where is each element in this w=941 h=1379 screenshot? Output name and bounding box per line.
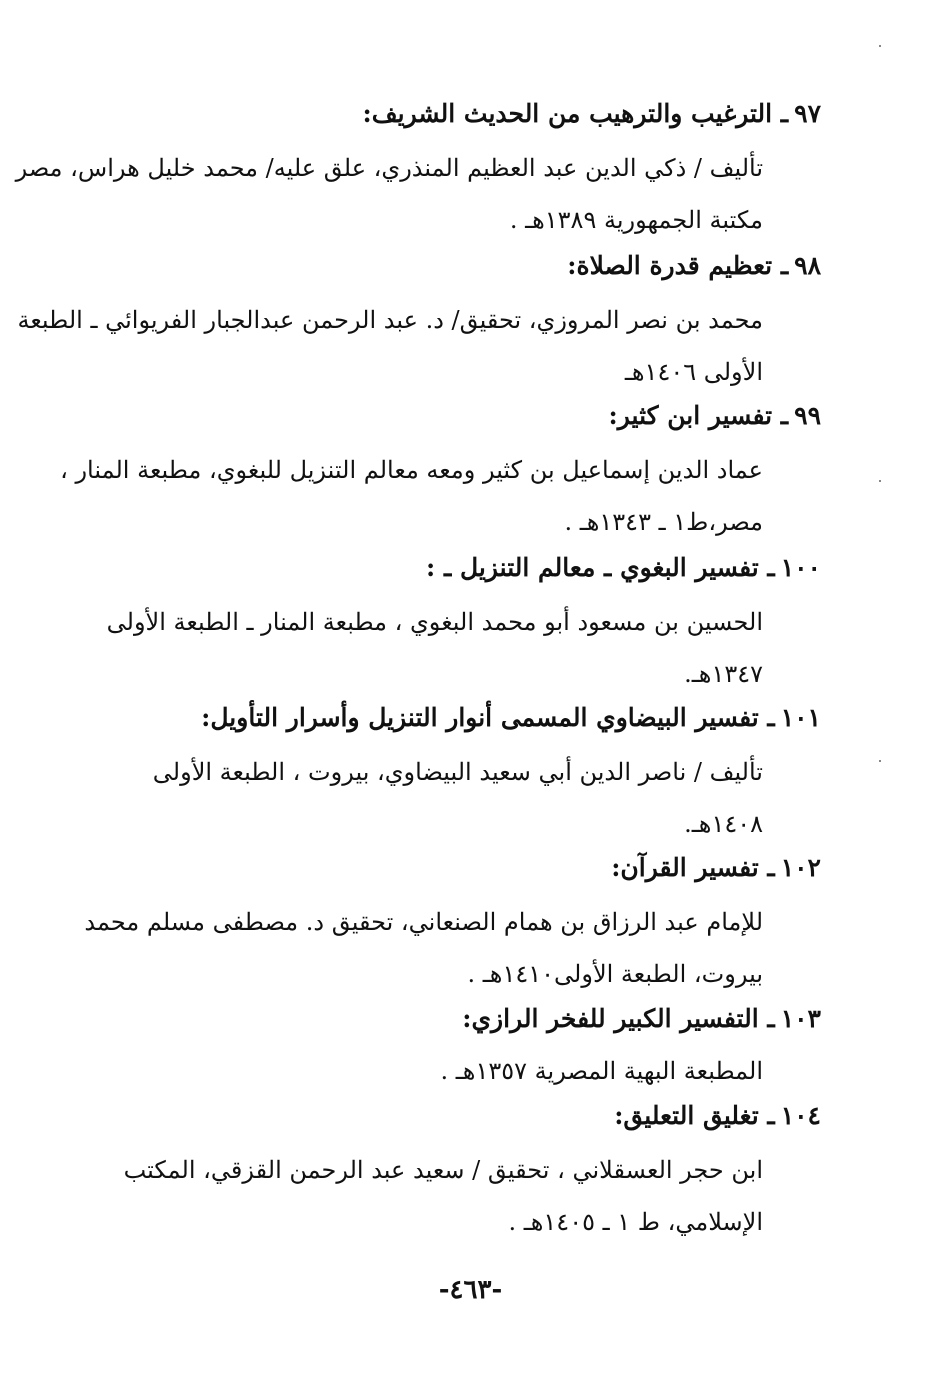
entry-title: ـ التفسير الكبير للفخر الرازي: [462,1004,775,1033]
bibliography-entry [60,400,821,548]
entry-line: المطبعة البهية المصرية ١٣٥٧هـ . [440,1057,763,1085]
entry-heading [110,702,821,734]
entry-line: تأليف / ذكي الدين عبد العظيم المنذري، علق عليه/ محمد خليل هراس، مصر [15,154,763,182]
entry-line: الإسلامي، ط ١ ـ ١٤٠٥هـ . [508,1208,763,1236]
entry-number: ٩٨ [794,251,821,280]
scan-speck [879,45,881,47]
entry-heading [110,552,821,584]
entry-title: ـ تفسير القرآن: [611,853,775,882]
entry-title: ـ تعظيم قدرة الصلاة: [567,251,789,280]
entry-number: ١٠٠ [780,553,821,582]
entry-line: مكتبة الجمهورية ١٣٨٩هـ . [509,206,763,234]
entry-line: محمد بن نصر المروزي، تحقيق/ د. عبد الرحمن عبدالجبار الفريوائي ـ الطبعة [17,306,763,334]
entry-number: ٩٩ [794,401,821,430]
bibliography-entry [15,98,821,246]
scan-speck [879,760,881,762]
bibliography-entry [110,1100,821,1248]
entry-title: ـ تفسير البغوي ـ معالم التنزيل ـ : [426,553,775,582]
entry-number: ١٠٢ [780,853,821,882]
entry-title: ـ الترغيب والترهيب من الحديث الشريف: [362,99,789,128]
entry-number: ١٠٤ [780,1101,821,1130]
entry-number: ١٠٣ [780,1004,821,1033]
entry-heading [110,98,821,130]
bibliography-entry [84,852,821,1000]
entry-number: ١٠١ [780,703,821,732]
entry-line: بيروت، الطبعة الأولى١٤١٠هـ . [467,960,763,988]
entry-title: ـ تفسير البيضاوي المسمى أنوار التنزيل وأسرار التأويل: [201,703,775,732]
entry-title: ـ تفسير ابن كثير: [608,401,789,430]
scan-speck [879,480,881,482]
entry-line: الأولى ١٤٠٦هـ [624,358,763,386]
entry-heading [110,1003,821,1035]
entry-heading [110,852,821,884]
page-number-text: -٤٦٣- [438,1275,503,1305]
entry-line: ١٣٤٧هـ. [684,660,763,688]
entry-line: للإمام عبد الرزاق بن همام الصنعاني، تحقيق د. مصطفى مسلم محمد [84,908,763,936]
entry-line: مصر،ط١ ـ ١٣٤٣هـ . [564,508,763,536]
page-number [0,1275,941,1305]
entry-number: ٩٧ [794,99,821,128]
entry-heading [110,400,821,432]
entry-title: ـ تغليق التعليق: [614,1101,775,1130]
entry-heading [110,1100,821,1132]
entry-line: ابن حجر العسقلاني ، تحقيق / سعيد عبد الرحمن القزقي، المكتب [123,1156,763,1184]
bibliography-entry [110,702,821,850]
entry-line: عماد الدين إسماعيل بن كثير ومعه معالم التنزيل للبغوي، مطبعة المنار ، [60,456,763,484]
bibliography-entry [106,552,821,700]
entry-line: الحسين بن مسعود أبو محمد البغوي ، مطبعة المنار ـ الطبعة الأولى [106,608,763,636]
bibliography-entry [110,1003,821,1097]
bibliography-entry [17,250,821,398]
entry-line: تأليف / ناصر الدين أبي سعيد البيضاوي، بيروت ، الطبعة الأولى [152,758,763,786]
entry-line: ١٤٠٨هـ. [684,810,763,838]
entry-heading [110,250,821,282]
